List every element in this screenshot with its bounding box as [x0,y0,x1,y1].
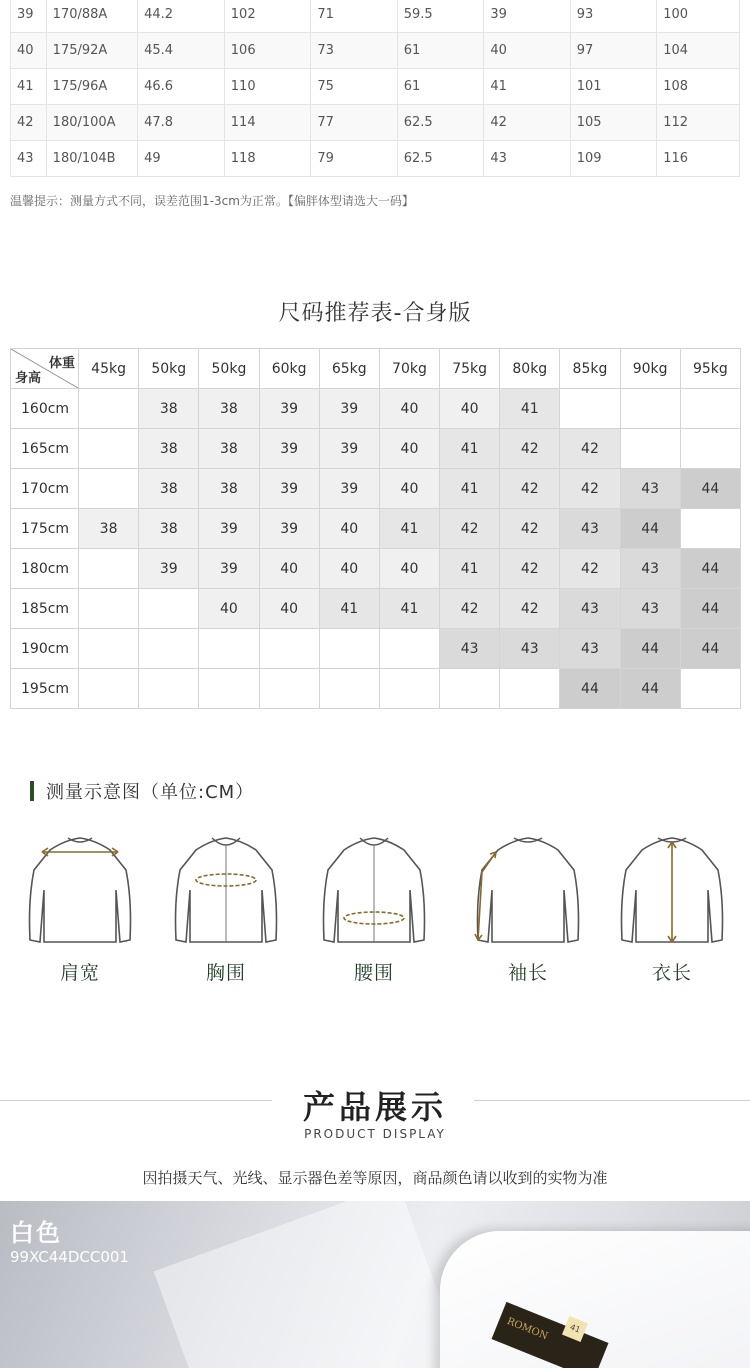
size-cell [680,389,740,429]
size-cell: 44 [620,509,680,549]
size-cell [379,629,439,669]
measure-label: 胸围 [205,962,246,984]
table-cell: 100 [657,0,740,33]
size-cell [79,589,139,629]
size-cell: 41 [500,389,560,429]
table-cell: 41 [11,69,47,105]
table-cell: 42 [484,105,570,141]
size-cell: 39 [259,509,319,549]
weight-column-header: 70kg [379,349,439,389]
table-cell: 112 [657,105,740,141]
table-cell: 44.2 [138,0,225,33]
table-cell: 43 [11,141,47,177]
size-cell: 44 [680,469,740,509]
table-row [11,141,740,177]
size-cell [500,669,560,709]
table-row [11,469,741,509]
body-length-icon [612,830,732,948]
table-row [11,429,741,469]
table-cell: 175/96A [46,69,137,105]
brand-label-text: ROMON [505,1315,550,1343]
table-cell: 42 [11,105,47,141]
size-cell [680,429,740,469]
table-cell: 73 [311,33,397,69]
size-cell: 38 [139,469,199,509]
table-cell: 108 [657,69,740,105]
size-cell: 43 [560,629,620,669]
table-row [11,629,741,669]
table-row [11,0,740,33]
product-title: 产品展示 [302,1088,447,1126]
size-cell: 41 [440,469,500,509]
weight-column-header: 75kg [440,349,500,389]
size-cell: 38 [79,509,139,549]
size-cell: 41 [379,589,439,629]
weight-column-header: 85kg [560,349,620,389]
size-cell: 38 [139,509,199,549]
size-cell [259,629,319,669]
size-cell [680,509,740,549]
size-cell: 39 [319,389,379,429]
measure-item-chest [166,830,286,985]
size-cell: 40 [379,429,439,469]
table-cell: 118 [224,141,311,177]
table-cell: 180/100A [46,105,137,141]
table-cell: 170/88A [46,0,137,33]
measure-title [30,778,254,804]
size-cell: 43 [560,509,620,549]
table-cell: 102 [224,0,311,33]
size-cell: 40 [199,589,259,629]
size-cell: 39 [259,429,319,469]
size-cell: 44 [680,629,740,669]
size-cell [379,669,439,709]
size-cell: 44 [620,669,680,709]
size-cell: 43 [500,629,560,669]
measure-item-length [612,830,732,985]
table-corner [11,349,79,389]
size-cell [79,389,139,429]
size-cell: 41 [440,549,500,589]
table-cell: 40 [11,33,47,69]
size-cell: 44 [620,629,680,669]
table-row [11,389,741,429]
size-note: 温馨提示：测量方式不同，误差范围1-3cm为正常。【偏胖体型请选大一码】 [10,194,414,208]
size-cell: 39 [319,429,379,469]
measure-item-waist [314,830,434,985]
height-header: 身高 [15,371,42,386]
table-cell: 175/92A [46,33,137,69]
measure-figures [0,830,750,1010]
size-cell: 40 [379,549,439,589]
table-cell: 114 [224,105,311,141]
table-cell: 39 [484,0,570,33]
size-cell [560,389,620,429]
measure-item-sleeve [468,830,588,985]
size-cell: 41 [319,589,379,629]
size-cell: 42 [440,509,500,549]
table-cell: 105 [570,105,657,141]
weight-header: 体重 [48,356,75,371]
size-cell [319,629,379,669]
product-subtitle: PRODUCT DISPLAY [304,1127,446,1141]
size-cell: 39 [199,549,259,589]
size-cell [139,669,199,709]
recommend-title: 尺码推荐表-合身版 [278,301,472,326]
size-cell: 42 [560,469,620,509]
table-cell: 75 [311,69,397,105]
table-cell: 59.5 [397,0,484,33]
table-cell: 106 [224,33,311,69]
size-cell [79,669,139,709]
size-cell: 40 [440,389,500,429]
color-code: 99XC44DCC001 [10,1248,129,1266]
size-cell: 42 [440,589,500,629]
photo-highlight [154,1201,467,1368]
table-row [11,589,741,629]
size-cell: 40 [259,549,319,589]
table-row [11,33,740,69]
table-cell: 62.5 [397,141,484,177]
size-cell: 42 [500,549,560,589]
size-cell: 42 [560,429,620,469]
measure-title-text: 测量示意图（单位:CM） [46,782,255,803]
size-cell: 38 [199,389,259,429]
table-cell: 104 [657,33,740,69]
height-row-header: 185cm [11,589,79,629]
height-row-header: 175cm [11,509,79,549]
table-cell: 77 [311,105,397,141]
table-row [11,669,741,709]
table-cell: 97 [570,33,657,69]
size-cell: 43 [620,549,680,589]
weight-column-header: 45kg [79,349,139,389]
size-cell: 40 [379,469,439,509]
size-cell [440,669,500,709]
size-cell [319,669,379,709]
size-recommend-table [10,348,741,709]
size-cell: 40 [259,589,319,629]
table-row [11,549,741,589]
table-cell: 39 [11,0,47,33]
size-cell: 40 [379,389,439,429]
size-cell: 42 [500,589,560,629]
product-photo [0,1201,750,1368]
size-cell [199,629,259,669]
title-accent-bar [30,781,34,801]
measure-label: 肩宽 [59,962,100,984]
size-cell: 43 [620,469,680,509]
size-cell: 38 [139,429,199,469]
table-cell: 40 [484,33,570,69]
size-cell: 43 [440,629,500,669]
size-cell: 39 [259,469,319,509]
table-cell: 62.5 [397,105,484,141]
size-cell: 39 [199,509,259,549]
size-cell [79,429,139,469]
table-cell: 41 [484,69,570,105]
size-cell: 42 [500,469,560,509]
size-cell: 39 [139,549,199,589]
weight-column-header: 65kg [319,349,379,389]
table-cell: 49 [138,141,225,177]
measure-label: 衣长 [651,962,692,984]
height-row-header: 190cm [11,629,79,669]
table-row [11,105,740,141]
size-cell [620,389,680,429]
table-cell: 46.6 [138,69,225,105]
size-cell: 39 [259,389,319,429]
weight-column-header: 90kg [620,349,680,389]
size-cell [79,629,139,669]
size-cell: 43 [620,589,680,629]
size-cell [139,629,199,669]
table-cell: 45.4 [138,33,225,69]
size-cell: 39 [319,469,379,509]
color-name: 白色 [10,1219,62,1247]
height-row-header: 160cm [11,389,79,429]
height-row-header: 165cm [11,429,79,469]
table-row [11,509,741,549]
table-cell: 47.8 [138,105,225,141]
shoulder-width-icon [20,830,140,948]
size-cell: 38 [199,429,259,469]
height-row-header: 170cm [11,469,79,509]
size-cell [259,669,319,709]
size-cell [199,669,259,709]
size-tag-text: 41 [568,1322,582,1335]
table-cell: 93 [570,0,657,33]
table-cell: 116 [657,141,740,177]
table-cell: 71 [311,0,397,33]
measure-label: 腰围 [353,962,394,984]
sleeve-length-icon [468,830,588,948]
size-cell [79,549,139,589]
weight-column-header: 50kg [199,349,259,389]
table-cell: 43 [484,141,570,177]
table-cell: 180/104B [46,141,137,177]
size-cell: 44 [680,589,740,629]
table-cell: 61 [397,33,484,69]
size-cell: 40 [319,549,379,589]
measure-item-shoulder [20,830,140,985]
size-cell: 42 [560,549,620,589]
table-cell: 79 [311,141,397,177]
size-cell: 40 [319,509,379,549]
size-cell: 41 [379,509,439,549]
table-row [11,69,740,105]
height-row-header: 195cm [11,669,79,709]
weight-column-header: 60kg [259,349,319,389]
size-cell [139,589,199,629]
measure-label: 袖长 [507,962,548,984]
weight-column-header: 95kg [680,349,740,389]
size-cell: 38 [199,469,259,509]
size-cell: 44 [680,549,740,589]
weight-column-header: 80kg [500,349,560,389]
size-cell: 43 [560,589,620,629]
size-cell: 42 [500,429,560,469]
table-cell: 109 [570,141,657,177]
size-cell [680,669,740,709]
table-cell: 61 [397,69,484,105]
height-row-header: 180cm [11,549,79,589]
table-cell: 110 [224,69,311,105]
size-cell: 42 [500,509,560,549]
chest-icon [166,830,286,948]
product-description: 因拍摄天气、光线、显示器色差等原因，商品颜色请以收到的实物为准 [142,1169,608,1187]
size-cell [620,429,680,469]
size-cell [79,469,139,509]
size-cell: 44 [560,669,620,709]
weight-column-header: 50kg [139,349,199,389]
size-spec-table [10,0,740,177]
size-cell: 38 [139,389,199,429]
waist-icon [314,830,434,948]
size-cell: 41 [440,429,500,469]
table-cell: 101 [570,69,657,105]
